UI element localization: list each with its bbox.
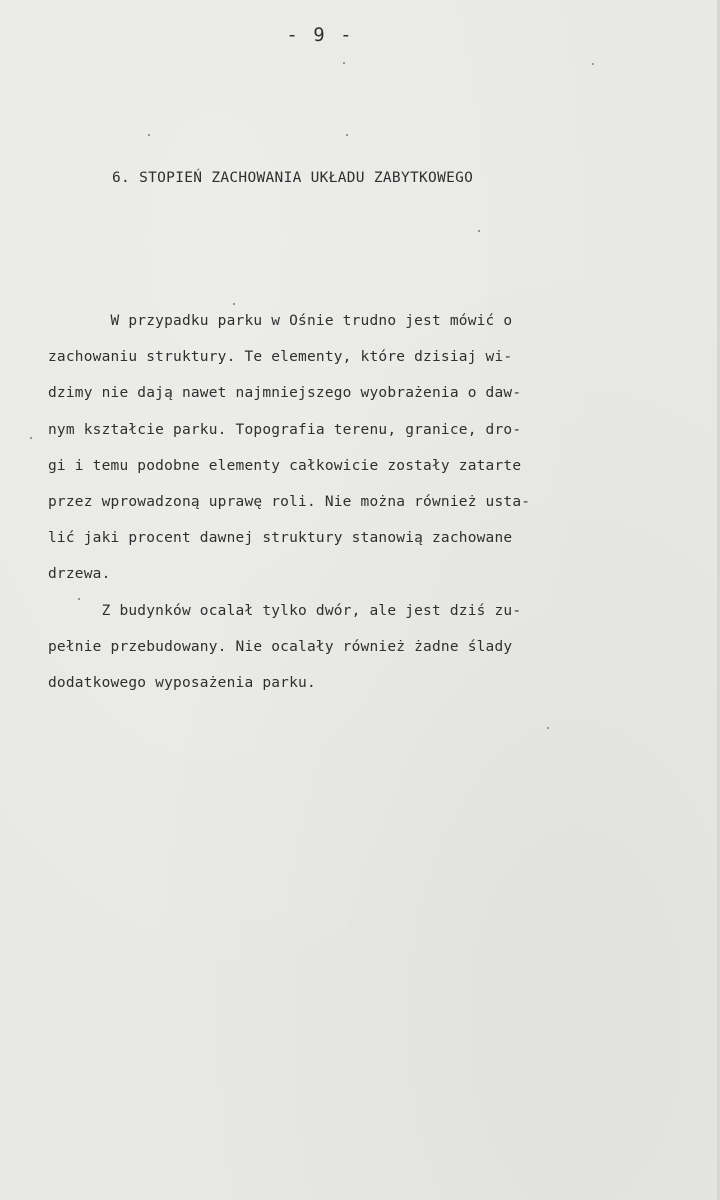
text-line: pełnie przebudowany. Nie ocalały również żadne ślady [48, 638, 513, 655]
text-line: drzewa. [48, 566, 111, 583]
text-line: nym kształcie parku. Topografia terenu, granice, dro- [48, 421, 522, 438]
scan-speck [30, 437, 32, 439]
text-line: dzimy nie dają nawet najmniejszego wyobrażenia o daw- [48, 385, 522, 402]
text-line: przez wprowadzoną uprawę roli. Nie można również usta- [48, 493, 531, 510]
body-paragraphs [48, 307, 648, 705]
section-heading: 6. STOPIEŃ ZACHOWANIA UKŁADU ZABYTKOWEGO [112, 170, 474, 186]
text-line: Z budynków ocalał tylko dwór, ale jest dziś zu- [48, 602, 522, 619]
scan-speck [478, 230, 480, 232]
scan-speck [592, 63, 594, 65]
scan-speck [78, 598, 80, 600]
scan-speck [233, 303, 235, 305]
scan-speck [346, 134, 348, 136]
text-line: dodatkowego wyposażenia parku. [48, 674, 316, 691]
scan-speck [148, 134, 150, 136]
scan-speck [343, 62, 345, 64]
text-line: W przypadku parku w Ośnie trudno jest mówić o [48, 313, 513, 329]
text-line: zachowaniu struktury. Te elementy, które dzisiaj wi- [48, 349, 513, 366]
page-number: - 9 - [286, 24, 354, 46]
scan-speck [547, 727, 549, 729]
text-line: lić jaki procent dawnej struktury stanowią zachowane [48, 530, 513, 547]
text-line: gi i temu podobne elementy całkowicie zostały zatarte [48, 457, 522, 474]
